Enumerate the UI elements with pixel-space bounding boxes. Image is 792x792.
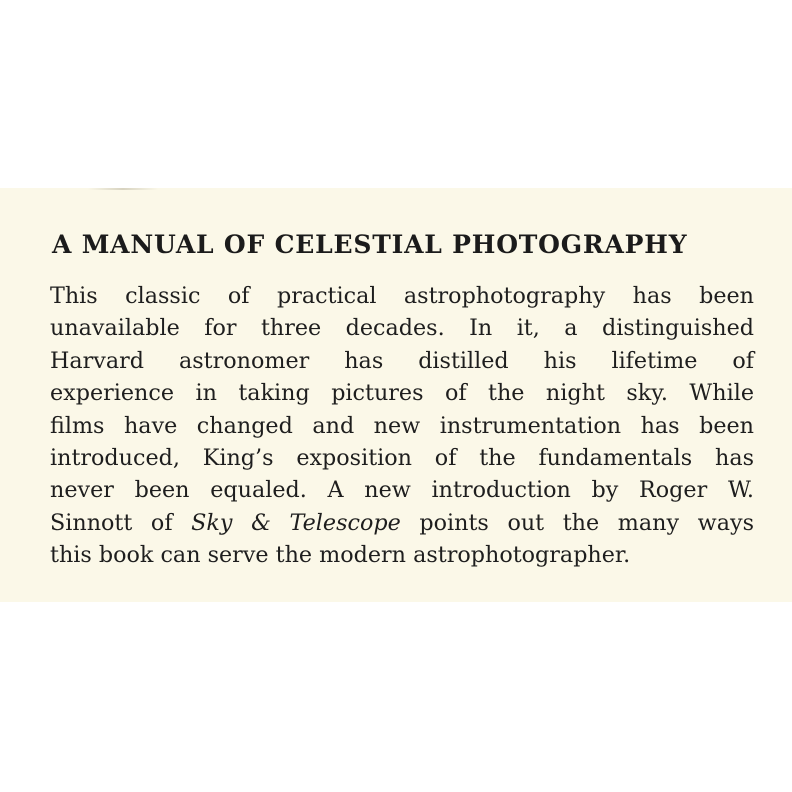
paragraph-line-2: unavailable for three decades. In it, a distinguished	[50, 315, 754, 342]
paper-mark	[88, 188, 158, 190]
paragraph-line-8	[50, 507, 754, 539]
paragraph-line-1: This classic of practical astrophotography has been	[50, 283, 754, 309]
paragraph-line-7: never been equaled. A new introduction by Roger W.	[50, 477, 754, 504]
paragraph-line-3: Harvard astronomer has distilled his lifetime of	[50, 347, 754, 374]
magazine-title: Sky & Telescope	[191, 509, 401, 536]
book-title: A MANUAL OF CELESTIAL PHOTOGRAPHY	[52, 230, 688, 259]
paragraph-line-4: experience in taking pictures of the night sky. While	[50, 380, 754, 407]
paragraph-line-6: introduced, King’s exposition of the fundamentals has	[50, 444, 754, 471]
line-8-before: Sinnott of	[50, 509, 192, 536]
paragraph-line-5: films have changed and new instrumentation has been	[50, 412, 754, 439]
paragraph-line-9: this book can serve the modern astrophotographer.	[50, 542, 631, 569]
description-paragraph	[50, 280, 754, 572]
line-8-after: points out the many ways	[400, 509, 754, 536]
